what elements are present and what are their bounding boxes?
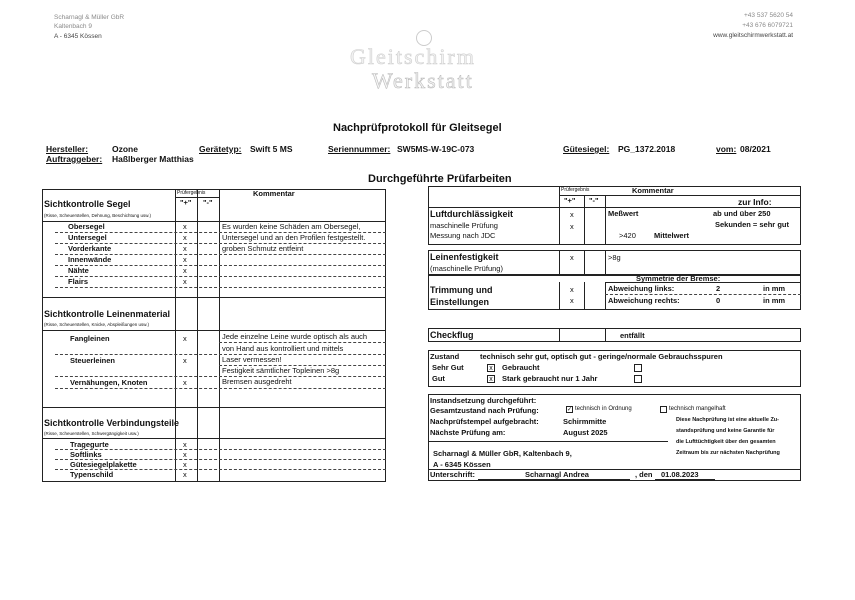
seal-label: Gütesiegel: (563, 144, 610, 154)
used-checkbox[interactable] (634, 364, 642, 372)
sail-row-label: Flairs (68, 277, 89, 286)
sail-row-mark: x (183, 233, 187, 242)
brake-lines-comment-2: Festigkeit sämtlicher Topleinen >8g (222, 366, 340, 375)
brake-symmetry-label: Symmetrie der Bremse: (636, 274, 721, 283)
letterhead-phone1: +43 537 5620 54 (744, 12, 793, 19)
serial-value: SW5MS-W-19C-073 (397, 144, 475, 154)
check-flight-frame (428, 328, 801, 342)
main-lines-label: Fangleinen (70, 334, 110, 343)
letterhead-phone2: +43 676 6079721 (742, 22, 793, 29)
brake-lines-label: Steuerleinen (70, 356, 116, 365)
deviation-left-value: 2 (716, 284, 721, 293)
brake-lines-mark: x (183, 356, 187, 365)
measured-value: >420 (619, 231, 636, 240)
disclaimer-line: die Lufttüchtigkeit über den gesamten (676, 439, 776, 445)
company-line1: Scharnagl & Müller GbR, Kaltenbach 9, (433, 449, 572, 458)
repair-label: Instandsetzung durchgeführt: (430, 396, 537, 405)
seams-knots-mark: x (183, 378, 187, 387)
connector-row-mark: x (183, 470, 187, 479)
sail-row-label: Nähte (68, 266, 89, 275)
signature-date: 01.08.2023 (661, 470, 699, 479)
sail-row-mark: x (183, 277, 187, 286)
company-line2: A - 6345 Kössen (433, 460, 491, 469)
sail-row-comment: groben Schmutz entfeint (222, 244, 304, 253)
condition-label: Zustand (430, 352, 460, 361)
sail-row-label: Innenwände (68, 255, 112, 264)
permeability-mark1: x (570, 210, 574, 219)
date-prefix: , den (635, 470, 653, 479)
device-type-value: Swift 5 MS (250, 144, 293, 154)
section-title: Durchgeführte Prüfarbeiten (368, 173, 512, 185)
permeability-sub1: maschinelle Prüfung (430, 221, 498, 230)
letterhead-address-line3: A - 6345 Kössen (54, 33, 102, 40)
sail-row-mark: x (183, 222, 187, 231)
next-inspection-label: Nächste Prüfung am: (430, 428, 506, 437)
sail-row-mark: x (183, 266, 187, 275)
info-line2: Sekunden = sehr gut (715, 220, 789, 229)
main-lines-mark: x (183, 334, 187, 343)
sail-row-label: Obersegel (68, 222, 105, 231)
line-strength-value: >8g (608, 253, 621, 262)
next-inspection-value: August 2025 (563, 428, 608, 437)
deviation-right-unit: in mm (763, 296, 786, 305)
brake-lines-comment-1: Laser vermessen! (222, 355, 282, 364)
sail-row-mark: x (183, 255, 187, 264)
disclaimer-line: Zeitraum bis zur nächsten Nachprüfung (676, 450, 780, 456)
trim-mark1: x (570, 285, 574, 294)
connector-row-mark: x (183, 450, 187, 459)
connector-row-label: Typenschild (70, 470, 114, 479)
lines-section-subtitle: (Risse, Scheuerstellen, Knicke, Abspleißungen usw.) (44, 322, 150, 327)
left-minus-header: "-" (203, 198, 213, 207)
used-label: Gebraucht (502, 363, 540, 372)
good-checkbox[interactable]: x (487, 375, 495, 383)
line-strength-subtitle: (maschinelle Prüfung) (430, 264, 503, 273)
disclaimer-line: Diese Nachprüfung ist eine aktuelle Zu- (676, 417, 779, 423)
stamp-value: Schirmmitte (563, 417, 607, 426)
technically-defective-label: technisch mangelhaft (669, 406, 726, 412)
connectors-section-title: Sichtkontrolle Verbindungsteile (44, 418, 180, 428)
signature-label: Unterschrift: (430, 470, 476, 479)
device-type-label: Gerätetyp: (199, 144, 242, 154)
left-comment-header: Kommentar (253, 189, 295, 198)
deviation-right-value: 0 (716, 296, 721, 305)
trim-title-2: Einstellungen (430, 297, 490, 307)
right-result-header: Prüfergebnis (561, 187, 590, 193)
seams-knots-comment: Bremsen ausgedreht (222, 377, 292, 386)
logo-line2: Werkstatt (372, 68, 474, 93)
connector-row-mark: x (183, 440, 187, 449)
letterhead-website: www.gleitschirmwerkstatt.at (713, 32, 793, 39)
permeability-title: Luftdurchlässigkeit (430, 209, 514, 219)
trim-mark2: x (570, 296, 574, 305)
sail-row-mark: x (183, 244, 187, 253)
permeability-sub2: Messung nach JDC (430, 231, 496, 240)
right-plus-header: "+" (564, 196, 576, 205)
deviation-left-unit: in mm (763, 284, 786, 293)
letterhead-address-line2: Kaltenbach 9 (54, 23, 92, 30)
connector-row-mark: x (183, 460, 187, 469)
overall-condition-label: Gesamtzustand nach Prüfung: (430, 406, 539, 415)
client-label: Auftraggeber: (46, 154, 103, 164)
connectors-section-subtitle: (Risse, Scheuerstellen, Schwergängigkeit usw.) (44, 431, 139, 436)
sail-row-label: Untersegel (68, 233, 107, 242)
seams-knots-label: Vernähungen, Knoten (70, 378, 148, 387)
left-plus-header: "+" (180, 198, 192, 207)
measured-value-label: Meßwert (608, 209, 639, 218)
connector-row-label: Gütesiegelplakette (70, 460, 137, 469)
deviation-right-label: Abweichung rechts: (608, 296, 680, 305)
manufacturer-value: Ozone (112, 144, 138, 154)
main-lines-comment-2: von Hand aus kontrolliert und mittels (222, 344, 344, 353)
sail-row-comment: Untersegel und an den Profilen festgestellt. (222, 233, 366, 242)
good-label: Gut (432, 374, 445, 383)
main-lines-comment-1: Jede einzelne Leine wurde optisch als auch (222, 332, 368, 341)
logo-line1: Gleitschirm (350, 44, 476, 69)
check-flight-title: Checkflug (430, 330, 474, 340)
deviation-left-label: Abweichung links: (608, 284, 675, 293)
technically-defective-checkbox[interactable] (660, 406, 667, 413)
sail-row-label: Vorderkante (68, 244, 112, 253)
sail-section-title: Sichtkontrolle Segel (44, 199, 131, 209)
sail-section-subtitle: (Risse, Scheuerstellen, Dehnung, Beschichtung usw.) (44, 213, 152, 218)
letterhead-address-line1: Scharnagl & Müller GbR (54, 14, 125, 21)
trim-title-1: Trimmung und (430, 285, 493, 295)
right-minus-header: "-" (589, 196, 599, 205)
permeability-mark2: x (570, 222, 574, 231)
left-result-header: Prüfergebnis (177, 190, 206, 196)
disclaimer-line: standsprüfung und keine Garantie für (676, 428, 775, 434)
very-good-checkbox[interactable]: x (487, 364, 495, 372)
stamp-label: Nachprüfstempel aufgebracht: (430, 417, 539, 426)
average-label: Mittelwert (654, 231, 690, 240)
connector-row-label: Softlinks (70, 450, 102, 459)
right-comment-header: Kommentar (632, 186, 674, 195)
info-line1: ab und über 250 (713, 209, 771, 218)
manufacturer-label: Hersteller: (46, 144, 89, 154)
client-value: Haßlberger Matthias (112, 154, 194, 164)
seal-date-label: vom: (716, 144, 737, 154)
page-title: Nachprüfprotokoll für Gleitsegel (333, 122, 502, 134)
seal-date-value: 08/2021 (740, 144, 771, 154)
very-good-label: Sehr Gut (432, 363, 464, 372)
connector-row-label: Tragegurte (70, 440, 109, 449)
serial-label: Seriennummer: (328, 144, 391, 154)
lines-section-title: Sichtkontrolle Leinenmaterial (44, 309, 171, 319)
line-strength-title: Leinenfestigkeit (430, 252, 499, 262)
technically-ok-label: technisch in Ordnung (575, 406, 632, 412)
heavily-used-checkbox[interactable] (634, 375, 642, 383)
line-strength-mark: x (570, 253, 574, 262)
info-title: zur Info: (738, 197, 772, 207)
signature-name: Scharnagl Andrea (525, 470, 589, 479)
sail-row-comment: Es wurden keine Schäden am Obersegel, (222, 222, 361, 231)
condition-text: technisch sehr gut, optisch gut - geringe/normale Gebrauchsspuren (480, 352, 723, 361)
seal-value: PG_1372.2018 (618, 144, 676, 154)
check-flight-value: entfällt (620, 331, 645, 340)
technically-ok-checkbox[interactable]: ✓ (567, 407, 573, 413)
heavily-used-label: Stark gebraucht nur 1 Jahr (502, 374, 598, 383)
